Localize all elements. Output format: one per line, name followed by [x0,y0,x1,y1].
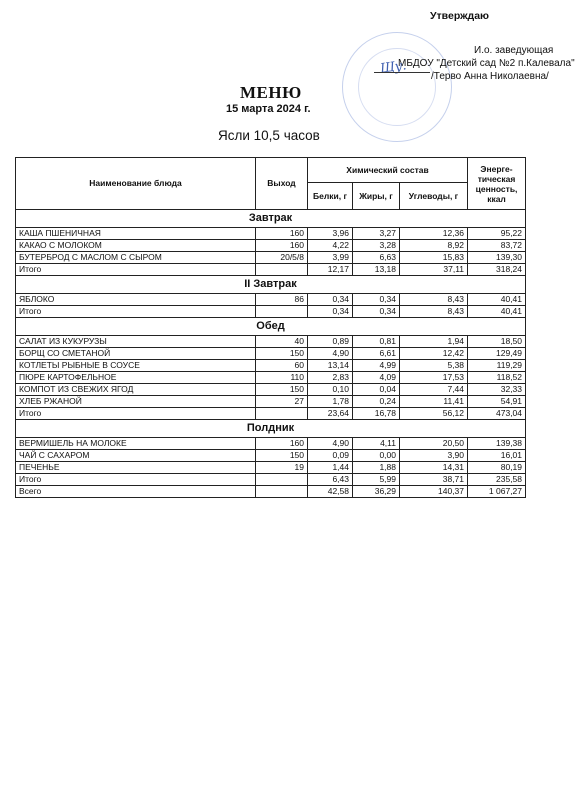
dish-yield: 40 [256,336,308,348]
header-yield: Выход [256,158,308,210]
dish-energy: 18,50 [468,336,526,348]
dish-fat: 1,88 [353,462,400,474]
approval-org: МБДОУ "Детский сад №2 п.Калевала" [398,58,575,69]
total-row [16,474,526,486]
total-fat: 5,99 [353,474,400,486]
total-protein: 6,43 [308,474,353,486]
table-row [16,360,526,372]
dish-energy: 32,33 [468,384,526,396]
group-subtitle: Ясли 10,5 часов [218,128,320,143]
total-label: Итого [16,408,256,420]
total-energy: 235,58 [468,474,526,486]
menu-table [15,157,526,498]
table-row [16,450,526,462]
dish-energy: 54,91 [468,396,526,408]
dish-protein: 4,90 [308,438,353,450]
signature-mark: Щу. [379,58,408,77]
grand-total-yield-empty [256,486,308,498]
section-header-row [16,420,526,438]
dish-yield: 150 [256,384,308,396]
table-row [16,348,526,360]
table-row [16,240,526,252]
table-row [16,384,526,396]
dish-name: ЧАЙ С САХАРОМ [16,450,256,462]
dish-energy: 83,72 [468,240,526,252]
table-row [16,228,526,240]
dish-fat: 0,34 [353,294,400,306]
total-fat: 13,18 [353,264,400,276]
total-protein: 0,34 [308,306,353,318]
section-header-row [16,318,526,336]
dish-protein: 1,78 [308,396,353,408]
dish-name: КАКАО С МОЛОКОМ [16,240,256,252]
total-fat: 16,78 [353,408,400,420]
grand-total-row [16,486,526,498]
dish-protein: 13,14 [308,360,353,372]
total-row [16,408,526,420]
dish-carbs: 17,53 [400,372,468,384]
grand-total-energy: 1 067,27 [468,486,526,498]
dish-carbs: 7,44 [400,384,468,396]
dish-carbs: 20,50 [400,438,468,450]
dish-name: ВЕРМИШЕЛЬ НА МОЛОКЕ [16,438,256,450]
total-yield-empty [256,264,308,276]
dish-yield: 27 [256,396,308,408]
total-row [16,306,526,318]
dish-carbs: 8,92 [400,240,468,252]
total-carbs: 38,71 [400,474,468,486]
dish-name: БУТЕРБРОД С МАСЛОМ С СЫРОМ [16,252,256,264]
section-title: II Завтрак [16,276,526,294]
dish-energy: 40,41 [468,294,526,306]
dish-fat: 4,99 [353,360,400,372]
table-row [16,438,526,450]
section-title: Обед [16,318,526,336]
dish-yield: 60 [256,360,308,372]
dish-energy: 118,52 [468,372,526,384]
dish-yield: 150 [256,348,308,360]
dish-fat: 0,81 [353,336,400,348]
dish-carbs: 5,38 [400,360,468,372]
table-row [16,252,526,264]
dish-protein: 0,34 [308,294,353,306]
table-row [16,462,526,474]
total-energy: 318,24 [468,264,526,276]
dish-yield: 160 [256,438,308,450]
dish-yield: 19 [256,462,308,474]
dish-name: ПЕЧЕНЬЕ [16,462,256,474]
total-label: Итого [16,474,256,486]
dish-carbs: 12,42 [400,348,468,360]
dish-carbs: 12,36 [400,228,468,240]
header-energy: Энерге-тическая ценность, ккал [468,158,526,210]
grand-total-fat: 36,29 [353,486,400,498]
table-row [16,396,526,408]
total-carbs: 56,12 [400,408,468,420]
dish-protein: 0,89 [308,336,353,348]
dish-protein: 1,44 [308,462,353,474]
total-row [16,264,526,276]
grand-total-label: Всего [16,486,256,498]
dish-energy: 129,49 [468,348,526,360]
dish-yield: 110 [256,372,308,384]
dish-energy: 16,01 [468,450,526,462]
grand-total-protein: 42,58 [308,486,353,498]
table-row [16,336,526,348]
total-energy: 473,04 [468,408,526,420]
dish-energy: 139,38 [468,438,526,450]
dish-yield: 150 [256,450,308,462]
dish-fat: 3,28 [353,240,400,252]
dish-energy: 80,19 [468,462,526,474]
section-header-row [16,276,526,294]
dish-name: КОТЛЕТЫ РЫБНЫЕ В СОУСЕ [16,360,256,372]
menu-date: 15 марта 2024 г. [226,103,311,115]
header-protein: Белки, г [308,183,353,210]
total-energy: 40,41 [468,306,526,318]
dish-fat: 6,63 [353,252,400,264]
header-chemical: Химический состав [308,158,468,183]
dish-yield: 160 [256,228,308,240]
total-yield-empty [256,408,308,420]
approval-position: И.о. заведующая [474,45,554,56]
dish-fat: 3,27 [353,228,400,240]
document-title: МЕНЮ [240,83,302,102]
dish-yield: 160 [256,240,308,252]
total-carbs: 8,43 [400,306,468,318]
dish-name: САЛАТ ИЗ КУКУРУЗЫ [16,336,256,348]
dish-carbs: 15,83 [400,252,468,264]
dish-carbs: 1,94 [400,336,468,348]
dish-protein: 2,83 [308,372,353,384]
dish-protein: 3,99 [308,252,353,264]
total-protein: 23,64 [308,408,353,420]
table-row [16,372,526,384]
dish-protein: 3,96 [308,228,353,240]
dish-name: ХЛЕБ РЖАНОЙ [16,396,256,408]
total-yield-empty [256,474,308,486]
dish-fat: 6,61 [353,348,400,360]
header-dish-name: Наименование блюда [16,158,256,210]
menu-table-body [16,210,526,498]
total-label: Итого [16,306,256,318]
dish-name: КАША ПШЕНИЧНАЯ [16,228,256,240]
approval-name: /Терво Анна Николаевна/ [431,71,549,82]
header-fat: Жиры, г [353,183,400,210]
total-carbs: 37,11 [400,264,468,276]
dish-fat: 0,04 [353,384,400,396]
dish-carbs: 14,31 [400,462,468,474]
dish-energy: 119,29 [468,360,526,372]
dish-name: ПЮРЕ КАРТОФЕЛЬНОЕ [16,372,256,384]
dish-yield: 86 [256,294,308,306]
dish-protein: 0,09 [308,450,353,462]
dish-fat: 0,24 [353,396,400,408]
dish-protein: 4,22 [308,240,353,252]
dish-carbs: 11,41 [400,396,468,408]
total-label: Итого [16,264,256,276]
total-fat: 0,34 [353,306,400,318]
dish-name: ЯБЛОКО [16,294,256,306]
dish-yield: 20/5/8 [256,252,308,264]
dish-fat: 4,09 [353,372,400,384]
total-protein: 12,17 [308,264,353,276]
table-row [16,294,526,306]
total-yield-empty [256,306,308,318]
dish-protein: 0,10 [308,384,353,396]
dish-fat: 0,00 [353,450,400,462]
approval-title: Утверждаю [430,10,490,22]
dish-fat: 4,11 [353,438,400,450]
section-title: Полдник [16,420,526,438]
dish-energy: 95,22 [468,228,526,240]
dish-protein: 4,90 [308,348,353,360]
section-title: Завтрак [16,210,526,228]
dish-name: БОРЩ СО СМЕТАНОЙ [16,348,256,360]
dish-name: КОМПОТ ИЗ СВЕЖИХ ЯГОД [16,384,256,396]
grand-total-carbs: 140,37 [400,486,468,498]
signature-line [374,72,430,73]
dish-carbs: 8,43 [400,294,468,306]
dish-energy: 139,30 [468,252,526,264]
section-header-row [16,210,526,228]
dish-carbs: 3,90 [400,450,468,462]
header-carbs: Углеводы, г [400,183,468,210]
